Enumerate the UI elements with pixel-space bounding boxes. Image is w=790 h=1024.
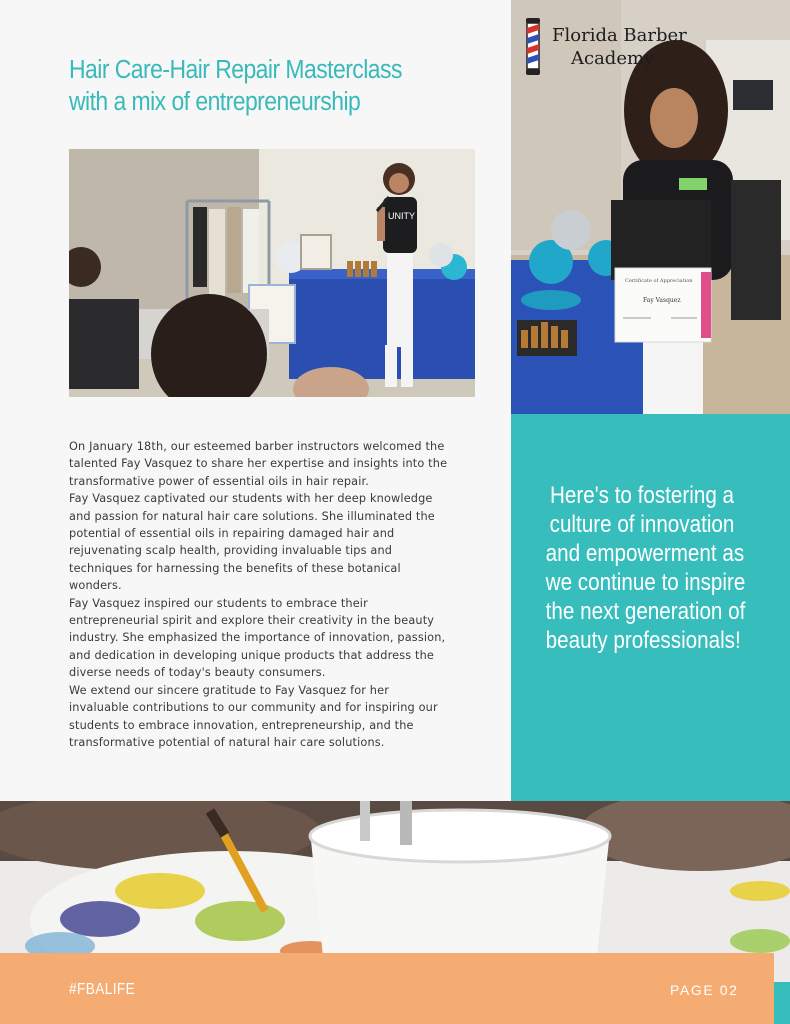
body-line: talented Fay Vasquez to share her expertise and insights into the <box>69 457 448 471</box>
quote-line: the next generation of <box>545 598 746 625</box>
title-line-2: with a mix of entrepreneurship <box>69 88 361 116</box>
presentation-photo-illustration <box>69 149 475 397</box>
quote-line: beauty professionals! <box>545 627 741 654</box>
body-line: rejuvenating scalp health, providing invaluable tips and <box>69 544 393 558</box>
body-line: entrepreneurial spirit and explore their creativity in the beauty <box>69 614 435 628</box>
body-line: and passion for natural hair care solutions. She illuminated the <box>69 509 435 523</box>
quote-line: Here's to fostering a <box>549 482 735 509</box>
body-line: transformative potential of natural hair care solutions. <box>69 735 385 749</box>
quote-line: culture of innovation <box>549 511 735 538</box>
pull-quote <box>545 481 746 655</box>
body-line: Fay Vasquez captivated our students with her deep knowledge <box>69 492 433 506</box>
certificate-name: Fay Vasquez <box>643 297 681 304</box>
body-line: diverse needs of today's beauty consumers. <box>69 666 326 680</box>
title-line-1: Hair Care-Hair Repair Masterclass <box>69 56 402 84</box>
page-title <box>69 54 447 118</box>
body-line: invaluable contributions to our community and for inspiring our <box>69 701 438 715</box>
body-line: and dedication in developing unique products that address the <box>69 648 435 662</box>
footer-hashtag: #FBALIFE <box>69 981 136 998</box>
body-line: Fay Vasquez inspired our students to embrace their <box>69 596 368 610</box>
body-line: potential of essential oils in repairing damaged hair and <box>69 527 395 541</box>
body-line: transformative power of essential oils in hair repair. <box>69 474 370 488</box>
certificate-title: Certificate of Appreciation <box>625 278 693 284</box>
body-line: industry. She emphasized the importance of innovation, passion, <box>69 631 446 645</box>
logo-text-line-1: Florida Barber <box>552 25 687 46</box>
page-number: PAGE 02 <box>670 982 739 998</box>
body-line: techniques for harnessing the benefits of these botanical <box>69 561 401 575</box>
academy-logo <box>522 18 722 78</box>
body-line: We extend our sincere gratitude to Fay Vasquez for her <box>69 683 390 697</box>
presenter-shirt-text: UNITY <box>388 211 415 221</box>
logo-text-line-2: Academy <box>571 48 655 69</box>
body-line: students to embrace innovation, entrepreneurship, and the <box>69 718 414 732</box>
footer-accent <box>774 982 790 1024</box>
barber-pole-icon <box>522 18 544 78</box>
presentation-photo <box>69 149 475 397</box>
body-line: wonders. <box>69 579 122 593</box>
article-body <box>69 438 479 751</box>
quote-line: we continue to inspire <box>545 569 746 596</box>
quote-line: and empowerment as <box>545 540 745 567</box>
body-line: On January 18th, our esteemed barber instructors welcomed the <box>69 440 445 453</box>
